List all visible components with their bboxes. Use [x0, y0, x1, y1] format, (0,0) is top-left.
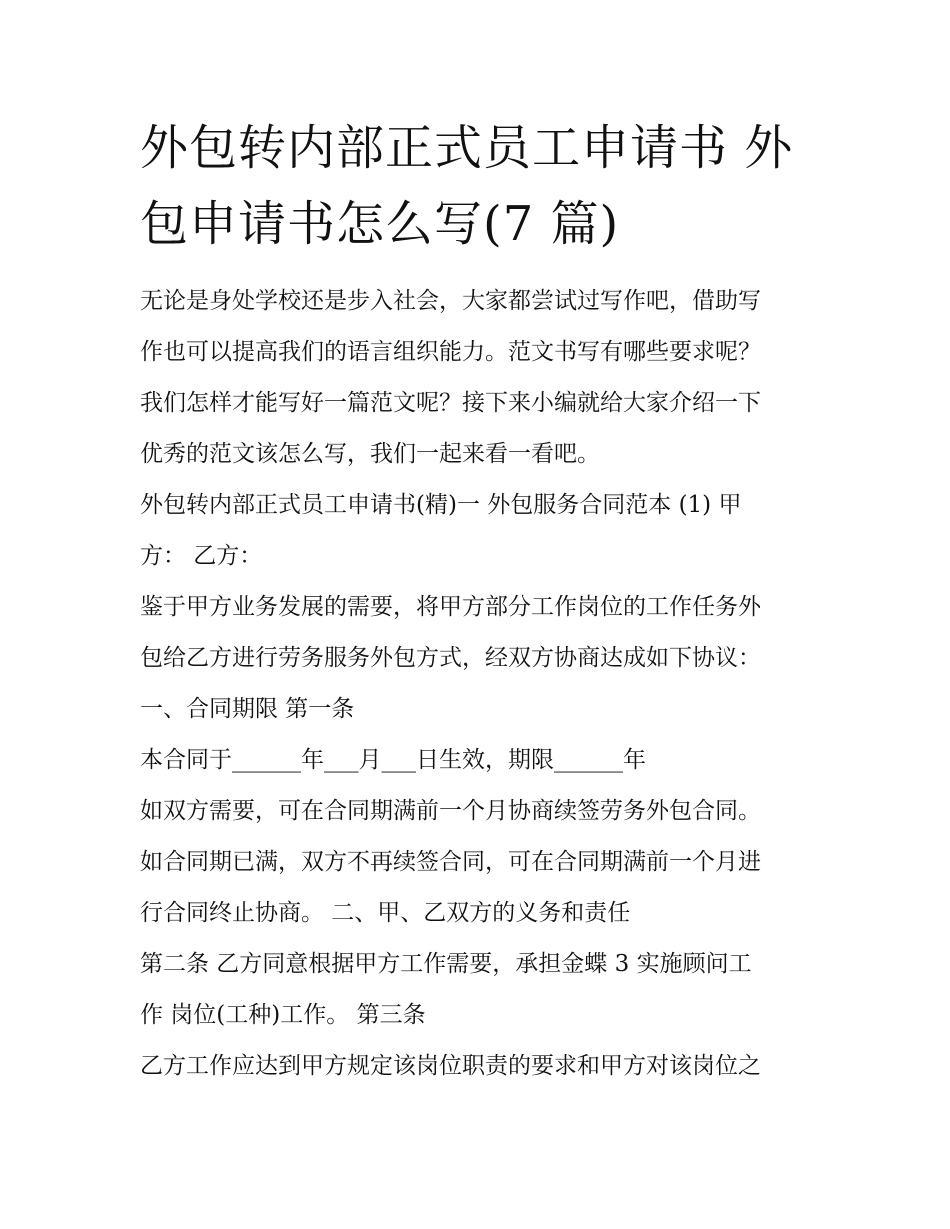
body-line: 无论是身处学校还是步入社会，大家都尝试过写作吧，借助写	[140, 288, 761, 314]
body-line: 如合同期已满，双方不再续签合同，可在合同期满前一个月进	[140, 849, 761, 875]
body-line: 如双方需要，可在合同期满前一个月协商续签劳务外包合同。	[140, 798, 761, 824]
body-line: 优秀的范文该怎么写，我们一起来看一看吧。	[140, 441, 600, 467]
body-line: 外包转内部正式员工申请书(精)一 外包服务合同范本 (1) 甲	[140, 492, 742, 518]
body-line: 包给乙方进行劳务服务外包方式，经双方协商达成如下协议：	[140, 645, 761, 671]
body-line: 鉴于甲方业务发展的需要，将甲方部分工作岗位的工作任务外	[140, 594, 761, 620]
body-line: 作也可以提高我们的语言组织能力。范文书写有哪些要求呢？	[140, 339, 761, 365]
body-line: 本合同于______年___月___日生效，期限______年	[140, 747, 646, 773]
document-title	[140, 110, 820, 262]
body-line: 一、合同期限 第一条	[140, 696, 355, 722]
body-line: 乙方工作应达到甲方规定该岗位职责的要求和甲方对该岗位之	[140, 1053, 761, 1079]
title-line-2: 包申请书怎么写(7 篇)	[140, 196, 620, 252]
body-line: 第二条 乙方同意根据甲方工作需要，承担金蝶 3 实施顾问工	[140, 951, 752, 977]
body-line: 作 岗位(工种)工作。 第三条	[140, 1002, 426, 1028]
body-line: 方： 乙方：	[140, 543, 263, 569]
title-line-1: 外包转内部正式员工申请书 外	[140, 120, 794, 176]
body-line: 行合同终止协商。 二、甲、乙双方的义务和责任	[140, 900, 631, 926]
body-line: 我们怎样才能写好一篇范文呢？接下来小编就给大家介绍一下	[140, 390, 761, 416]
document-body	[140, 276, 830, 1092]
